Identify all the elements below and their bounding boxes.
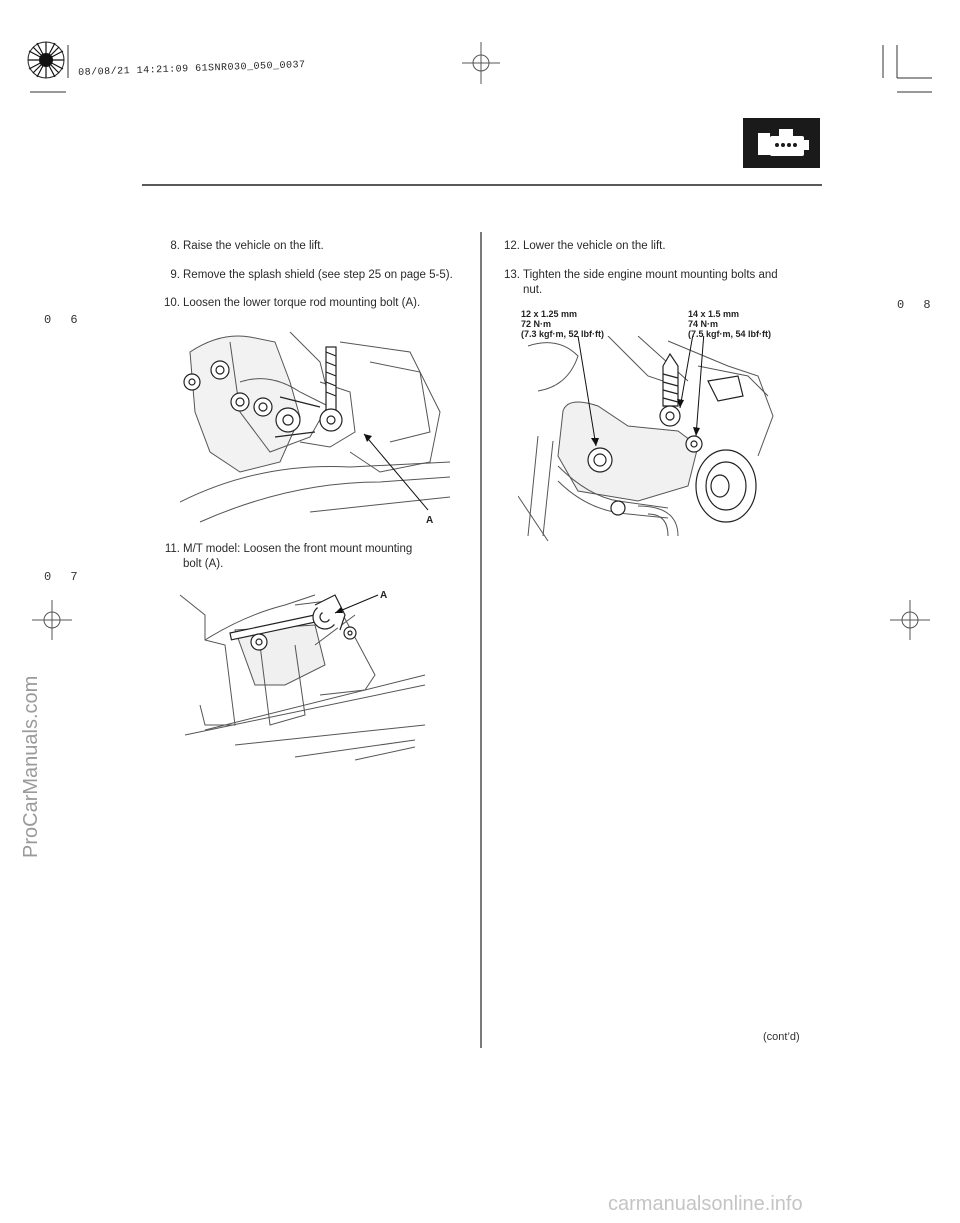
step-number: 13.: [504, 269, 520, 281]
step-text-continued: nut.: [523, 284, 543, 296]
step-number: 10.: [164, 297, 180, 309]
spec-bolt-size: 12 x 1.25 mm: [521, 309, 578, 319]
step-number: 12.: [504, 240, 520, 252]
step-text: Tighten the side engine mount mounting bolts and: [523, 269, 778, 281]
step-text-continued: bolt (A).: [183, 558, 224, 570]
engine-icon: [743, 118, 820, 168]
margin-mark-left-top: 0 6: [44, 313, 84, 327]
spec-torque-nm: 72 N·m: [521, 319, 552, 329]
step-text: Loosen the lower torque rod mounting bolt (A).: [183, 297, 421, 309]
step-text: Lower the vehicle on the lift.: [523, 240, 666, 252]
step-number: 11.: [164, 543, 180, 555]
figure-side-engine-mount: [518, 336, 788, 546]
spec-torque-alt: (7.3 kgf·m, 52 lbf·ft): [521, 329, 605, 339]
step-text: Raise the vehicle on the lift.: [183, 240, 324, 252]
margin-mark-left-bottom: 0 7: [44, 570, 84, 584]
bottom-watermark[interactable]: carmanualsonline.info: [608, 1193, 803, 1215]
engine-section-badge: [743, 118, 820, 168]
continued-label: (cont’d): [763, 1031, 800, 1043]
starburst-mark: [26, 40, 66, 80]
torque-spec-left: [521, 309, 604, 339]
step-text: Remove the splash shield (see step 25 on page 5-5).: [183, 269, 453, 281]
figure-lower-torque-rod: [180, 322, 450, 532]
spec-torque-nm: 74 N·m: [688, 319, 719, 329]
spec-bolt-size: 14 x 1.5 mm: [688, 309, 740, 319]
torque-spec-right: [688, 309, 771, 339]
figure-front-mount: [175, 585, 435, 765]
figure-1-label: A: [426, 515, 434, 526]
step-text: M/T model: Loosen the front mount mounting: [183, 543, 413, 555]
step-number: 8.: [170, 240, 180, 252]
print-stamp: 08/08/21 14:21:09 61SNR030_050_0037: [78, 60, 306, 79]
side-watermark[interactable]: ProCarManuals.com: [20, 675, 42, 858]
figure-2-label: A: [380, 590, 388, 601]
margin-mark-right-top: 0 8: [897, 298, 937, 312]
spec-torque-alt: (7.5 kgf·m, 54 lbf·ft): [688, 329, 772, 339]
step-number: 9.: [170, 269, 180, 281]
